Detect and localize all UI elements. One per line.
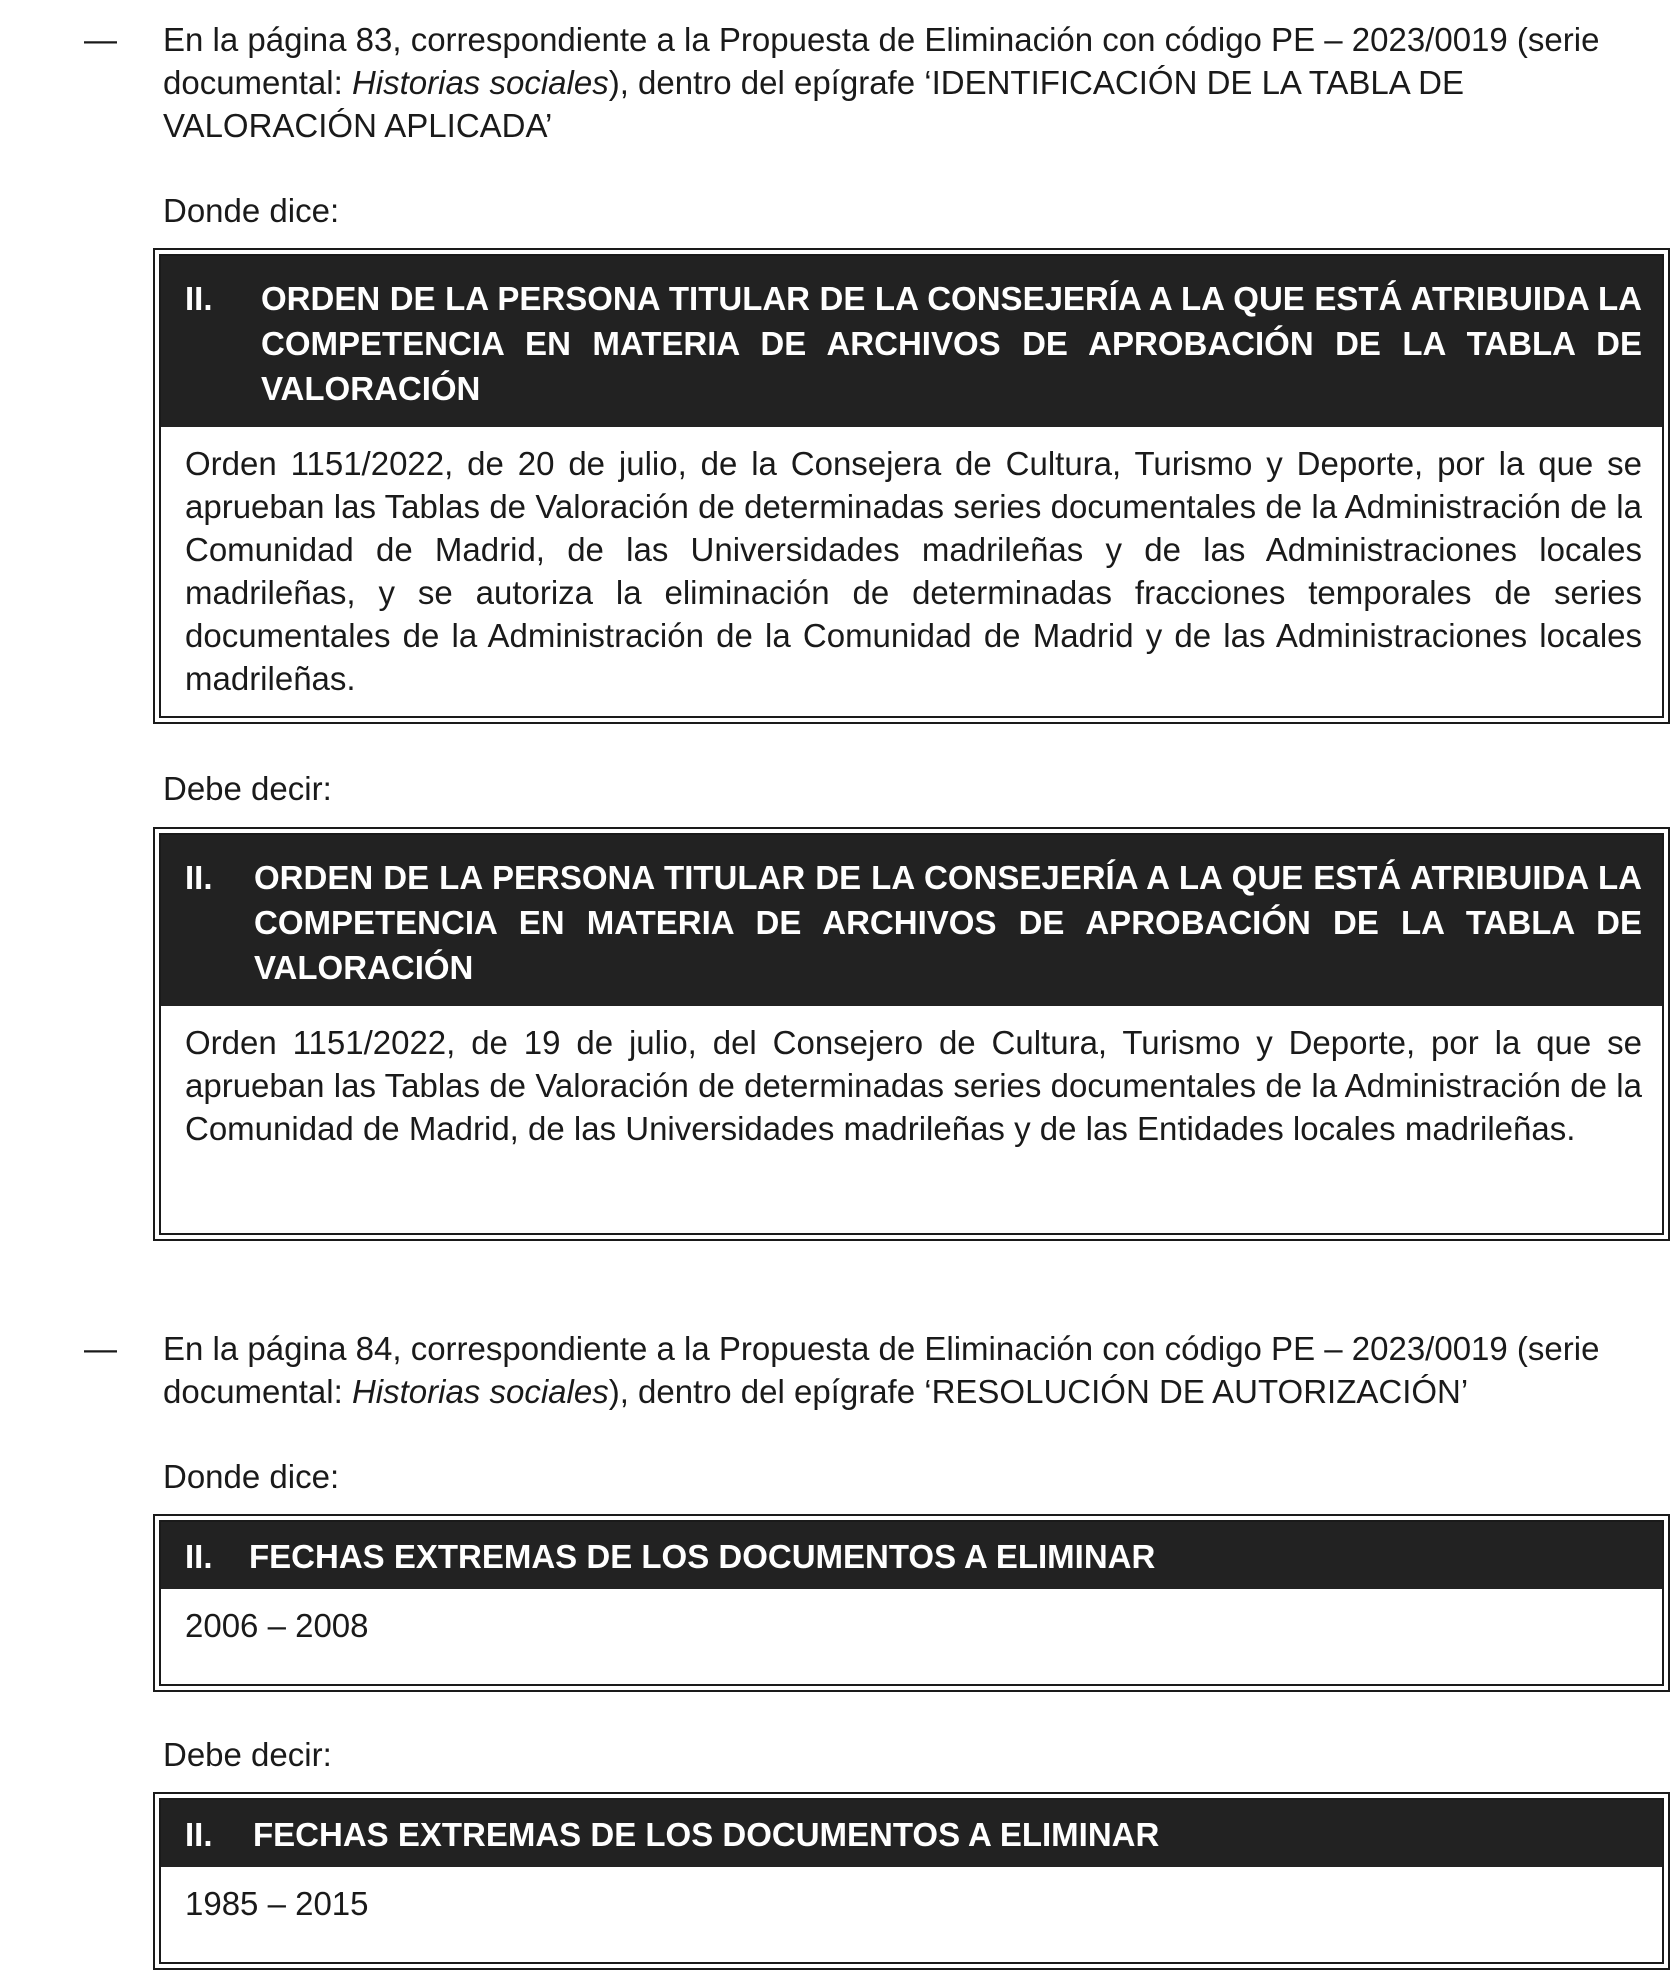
table-heading xyxy=(161,1800,1662,1867)
intro-text: En la página 83, correspondiente a la Propuesta de Eliminación con código PE – 2023/0019 (serie documental: xyxy=(163,21,1600,101)
heading-text: FECHAS EXTREMAS DE LOS DOCUMENTOS A ELIMINAR xyxy=(249,1538,1156,1575)
label-debe-decir-1: Debe decir: xyxy=(163,770,332,807)
section-intro xyxy=(0,18,1680,147)
table-heading xyxy=(161,1522,1662,1589)
table-debe-decir-2 xyxy=(153,1792,1670,1970)
heading-number: II. xyxy=(185,1816,213,1853)
heading-number: II. xyxy=(185,1538,213,1575)
label-donde-dice-1: Donde dice: xyxy=(163,192,340,229)
heading-text: ORDEN DE LA PERSONA TITULAR DE LA CONSEJERÍA A LA QUE ESTÁ ATRIBUIDA LA COMPETENCIA EN MATERIA DE ARCHIVOS DE APROBACIÓN DE LA TABLA DE VALORACIÓN xyxy=(261,280,1642,407)
section-page-83 xyxy=(0,18,1680,147)
label-debe-decir-2: Debe decir: xyxy=(163,1736,332,1773)
table-heading xyxy=(161,835,1662,1006)
intro-text-end: ), dentro del epígrafe ‘IDENTIFICACIÓN DE LA TABLA DE VALORACIÓN APLICADA’ xyxy=(163,64,1464,144)
table-debe-decir-1 xyxy=(153,827,1670,1241)
intro-italic: Historias sociales xyxy=(351,64,609,101)
intro-text: En la página 84, correspondiente a la Propuesta de Eliminación con código PE – 2023/0019 (serie documental: xyxy=(163,1330,1600,1410)
heading-text: ORDEN DE LA PERSONA TITULAR DE LA CONSEJERÍA A LA QUE ESTÁ ATRIBUIDA LA COMPETENCIA EN MATERIA DE ARCHIVOS DE APROBACIÓN DE LA TABLA DE VALORACIÓN xyxy=(254,859,1642,986)
heading-number: II. xyxy=(185,859,213,896)
table-body: Orden 1151/2022, de 20 de julio, de la Consejera de Cultura, Turismo y Deporte, por la que se aprueban las Tablas de Valoración de determinadas series documentales de la Administración de la Comunidad de Madrid, de las Universidades madrileñas y de las Administraciones locales madrileñas, y se autoriza la eliminación de determinadas fracciones temporales de series documentales de la Administración de la Comunidad de Madrid y de las Administraciones locales madrileñas. xyxy=(185,445,1642,697)
table-body: 1985 – 2015 xyxy=(185,1885,369,1922)
intro-italic: Historias sociales xyxy=(351,1373,609,1410)
em-dash: — xyxy=(84,1330,117,1367)
table-body: Orden 1151/2022, de 19 de julio, del Consejero de Cultura, Turismo y Deporte, por la que se aprueban las Tablas de Valoración de determinadas series documentales de la Administración de la Comunidad de Madrid, de las Universidades madrileñas y de las Entidades locales madrileñas. xyxy=(185,1024,1642,1147)
table-donde-dice-2 xyxy=(153,1514,1670,1692)
heading-text: FECHAS EXTREMAS DE LOS DOCUMENTOS A ELIMINAR xyxy=(253,1816,1160,1853)
em-dash: — xyxy=(84,21,117,58)
label-donde-dice-2: Donde dice: xyxy=(163,1458,340,1495)
section-intro xyxy=(0,1327,1680,1413)
intro-text-end: ), dentro del epígrafe ‘RESOLUCIÓN DE AUTORIZACIÓN’ xyxy=(608,1373,1469,1410)
table-heading xyxy=(161,256,1662,427)
heading-number: II. xyxy=(185,280,213,317)
table-body: 2006 – 2008 xyxy=(185,1607,369,1644)
table-donde-dice-1 xyxy=(153,248,1670,724)
section-page-84 xyxy=(0,1327,1680,1413)
